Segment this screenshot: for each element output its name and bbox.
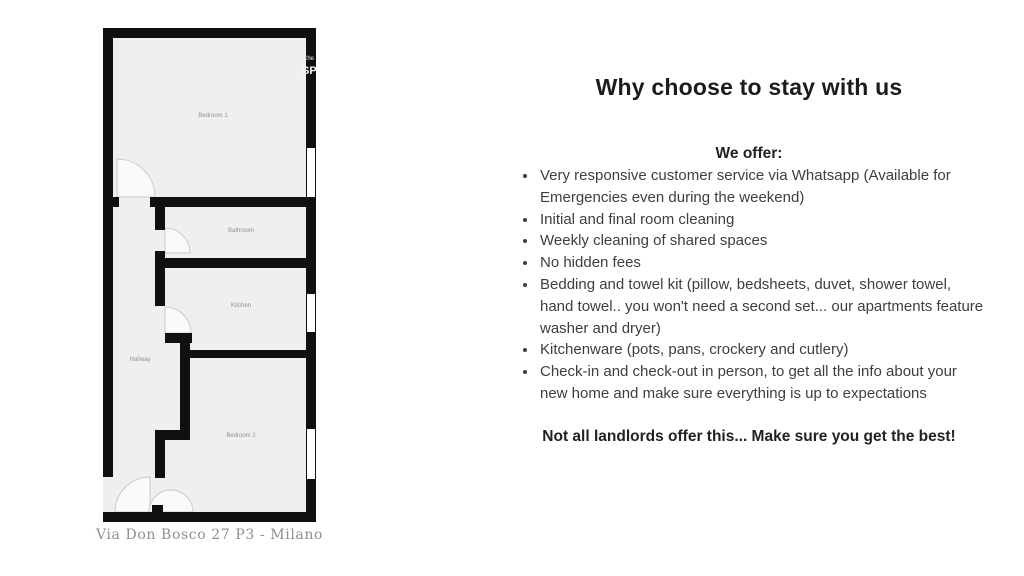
wall-bottom-nub xyxy=(152,505,163,514)
wall-bed2-left-lower xyxy=(155,440,165,478)
offer-item: • Very responsive customer service via Whatsapp (Available for Emergencies even during the weekend) xyxy=(538,165,984,209)
watermark-text-bottom: SP xyxy=(302,65,316,77)
room-label-bedroom2: Bedroom 2 xyxy=(226,433,256,439)
room-label-hallway: Hallway xyxy=(129,357,151,363)
wall-bed1-divider xyxy=(150,197,306,207)
offers-list xyxy=(508,165,990,405)
offers-subtitle: We offer: xyxy=(715,145,783,162)
offer-item: • Bedding and towel kit (pillow, bedsheets, duvet, shower towel, hand towel.. you won't need a second set... our apartments feature washer and dryer) xyxy=(538,274,984,339)
offer-item: • No hidden fees xyxy=(538,252,984,274)
floor-area xyxy=(103,28,316,522)
wall-right-2 xyxy=(306,198,316,293)
wall-kitchen-left xyxy=(155,258,165,306)
window-bedroom2 xyxy=(307,429,316,480)
wall-right-1 xyxy=(306,28,316,147)
window-kitchen xyxy=(307,294,316,333)
room-label-kitchen: Kitchen xyxy=(230,303,252,309)
wall-stub-left xyxy=(113,197,119,207)
wall-bottom xyxy=(103,512,316,522)
wall-bath-kitchen-divider xyxy=(155,258,306,268)
wall-right-3 xyxy=(306,333,316,428)
offer-item: • Kitchenware (pots, pans, crockery and cutlery) xyxy=(538,339,984,361)
benefits-section xyxy=(508,72,990,448)
wall-left xyxy=(103,28,113,477)
watermark-text-top: Che xyxy=(303,56,315,62)
wall-bed2-jog xyxy=(155,430,190,440)
offer-item: • Check-in and check-out in person, to get all the info about your new home and make sure everything is up to expectations xyxy=(538,361,984,405)
section-title: Why choose to stay with us xyxy=(595,74,903,100)
wall-kitchen-connector xyxy=(180,341,190,351)
room-label-bedroom1: Bedroom 1 xyxy=(198,113,228,119)
floorplan-svg xyxy=(103,28,316,522)
windows xyxy=(307,148,316,480)
wall-top xyxy=(103,28,316,38)
closing-statement: Not all landlords offer this... Make sure you get the best! xyxy=(542,427,956,445)
floorplan-caption: Via Don Bosco 27 P3 - Milano xyxy=(96,527,323,543)
wall-bed2-divider xyxy=(180,350,306,358)
wall-bed2-left-upper xyxy=(180,358,190,433)
offer-item: • Initial and final room cleaning xyxy=(538,209,984,231)
window-bedroom1 xyxy=(307,148,316,198)
wall-right-4 xyxy=(306,480,316,522)
room-label-bathroom: Bathroom xyxy=(227,228,255,234)
wall-hall-upper xyxy=(155,197,165,230)
offer-item: • Weekly cleaning of shared spaces xyxy=(538,230,984,252)
floorplan-image xyxy=(103,28,316,522)
